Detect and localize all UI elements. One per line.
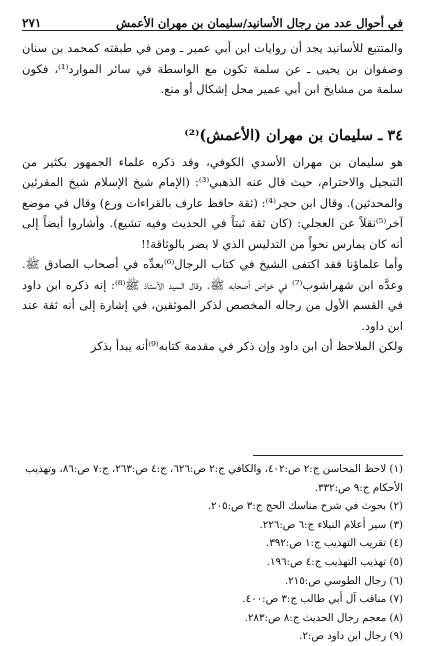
section-sulayman-ibn-mihran [22, 124, 403, 357]
page-body [22, 38, 403, 357]
footnote-1: (١) لاحظ المحاسن ج:٢ ص:٤٠٢، والكافي ج:٢ ص:٦٢٦، ج:٤ ص:٢٦٣، ج:٧ ص:٨٦، وتهذيب الأحكام ج:٩ ص:٣٣٢. [25, 463, 403, 494]
footnote-list [22, 460, 403, 646]
footnotes [22, 455, 403, 646]
running-title: في أحوال عدد من رجال الأسانيد/سليمان بن مهران الأعمش [115, 16, 403, 30]
page-number: ٢٧١ [22, 16, 42, 30]
footnote-4: (٤) تقريب التهذيب ج:١ ص:٣٩٢. [265, 537, 403, 550]
footnote-3: (٣) سير أعلام النبلاء ج:٦ ص:٢٢٦. [259, 518, 403, 531]
footnote-2: (٢) بحوث في شرح مناسك الحج ج:٣ ص:٢٠٥. [207, 500, 403, 513]
section-heading: ٣٤ ـ سليمان بن مهران (الأعمش)⁽²⁾ [184, 126, 403, 144]
footnote-8: (٨) معجم رجال الحديث ج:٨ ص:٢٨٣. [244, 611, 403, 624]
footnote-7: (٧) مناقب آل أبي طالب ج:٣ ص:٤٠٠. [242, 593, 403, 606]
footnote-9: (٩) رجال ابن داود ص:٢. [299, 630, 403, 643]
intro-paragraph: والمتتبع للأسانيد يجد أن روايات ابن أبي عمير ـ ومن في طبقته كمحمد بن سنان وصفوان بن يحيى ـ عن سلمة تكون مع الواسطة في سائر الموارد⁽¹⁾، فكون سلمة من مشايخ ابن أبي عمير محل إشكال أو منع. [22, 41, 403, 96]
running-header [22, 8, 403, 31]
footnote-divider [253, 455, 403, 456]
section-paragraph-3: ولكن الملاحظ أن ابن داود وإن ذكر في مقدمة كتابه⁽⁹⁾أنه يبدأ بذكر [90, 339, 403, 353]
section-paragraph-1: هو سليمان بن مهران الأسدي الكوفي، وقد ذكره علماء الجمهور بكثير من التبجيل والاحترام، حيث قال عنه الذهبي⁽³⁾: (الإمام شيخ الإسلام شيخ المقرئين والمحدثين). وقال ابن حجر⁽⁴⁾: (ثقة حافظ عارف بالقراءات ورع) وقال في موضع آخر⁽⁵⁾نقلاً عن العجلي: (كان ثقة ثبتاً في الحديث وفيه تشيع). وأشاروا أيضاً إلى أنه كان يمارس نحواً من التدليس الذي لا يضر بالوثاقة!! [22, 154, 404, 251]
footnote-6: (٦) رجال الطوسي ص:٢١٥. [284, 574, 403, 587]
footnote-5: (٥) تهذيب التهذيب ج:٤ ص:١٩٦. [266, 555, 403, 568]
section-paragraph-2: وأما علماؤنا فقد اكتفى الشيخ في كتاب الرجال⁽⁶⁾بعدِّه في أصحاب الصادق ﷺ. وعدَّه ابن شهراشوب⁽⁷⁾ في خواص أصحابه ﷺ. وقال السيد الأستاذ ﷺ⁽⁸⁾: إنه ذكره ابن داود في القسم الأول من رجاله المخصص لذكر الموثقين، في إشارة إلى أنه ثقة عند ابن داود. [22, 257, 403, 333]
